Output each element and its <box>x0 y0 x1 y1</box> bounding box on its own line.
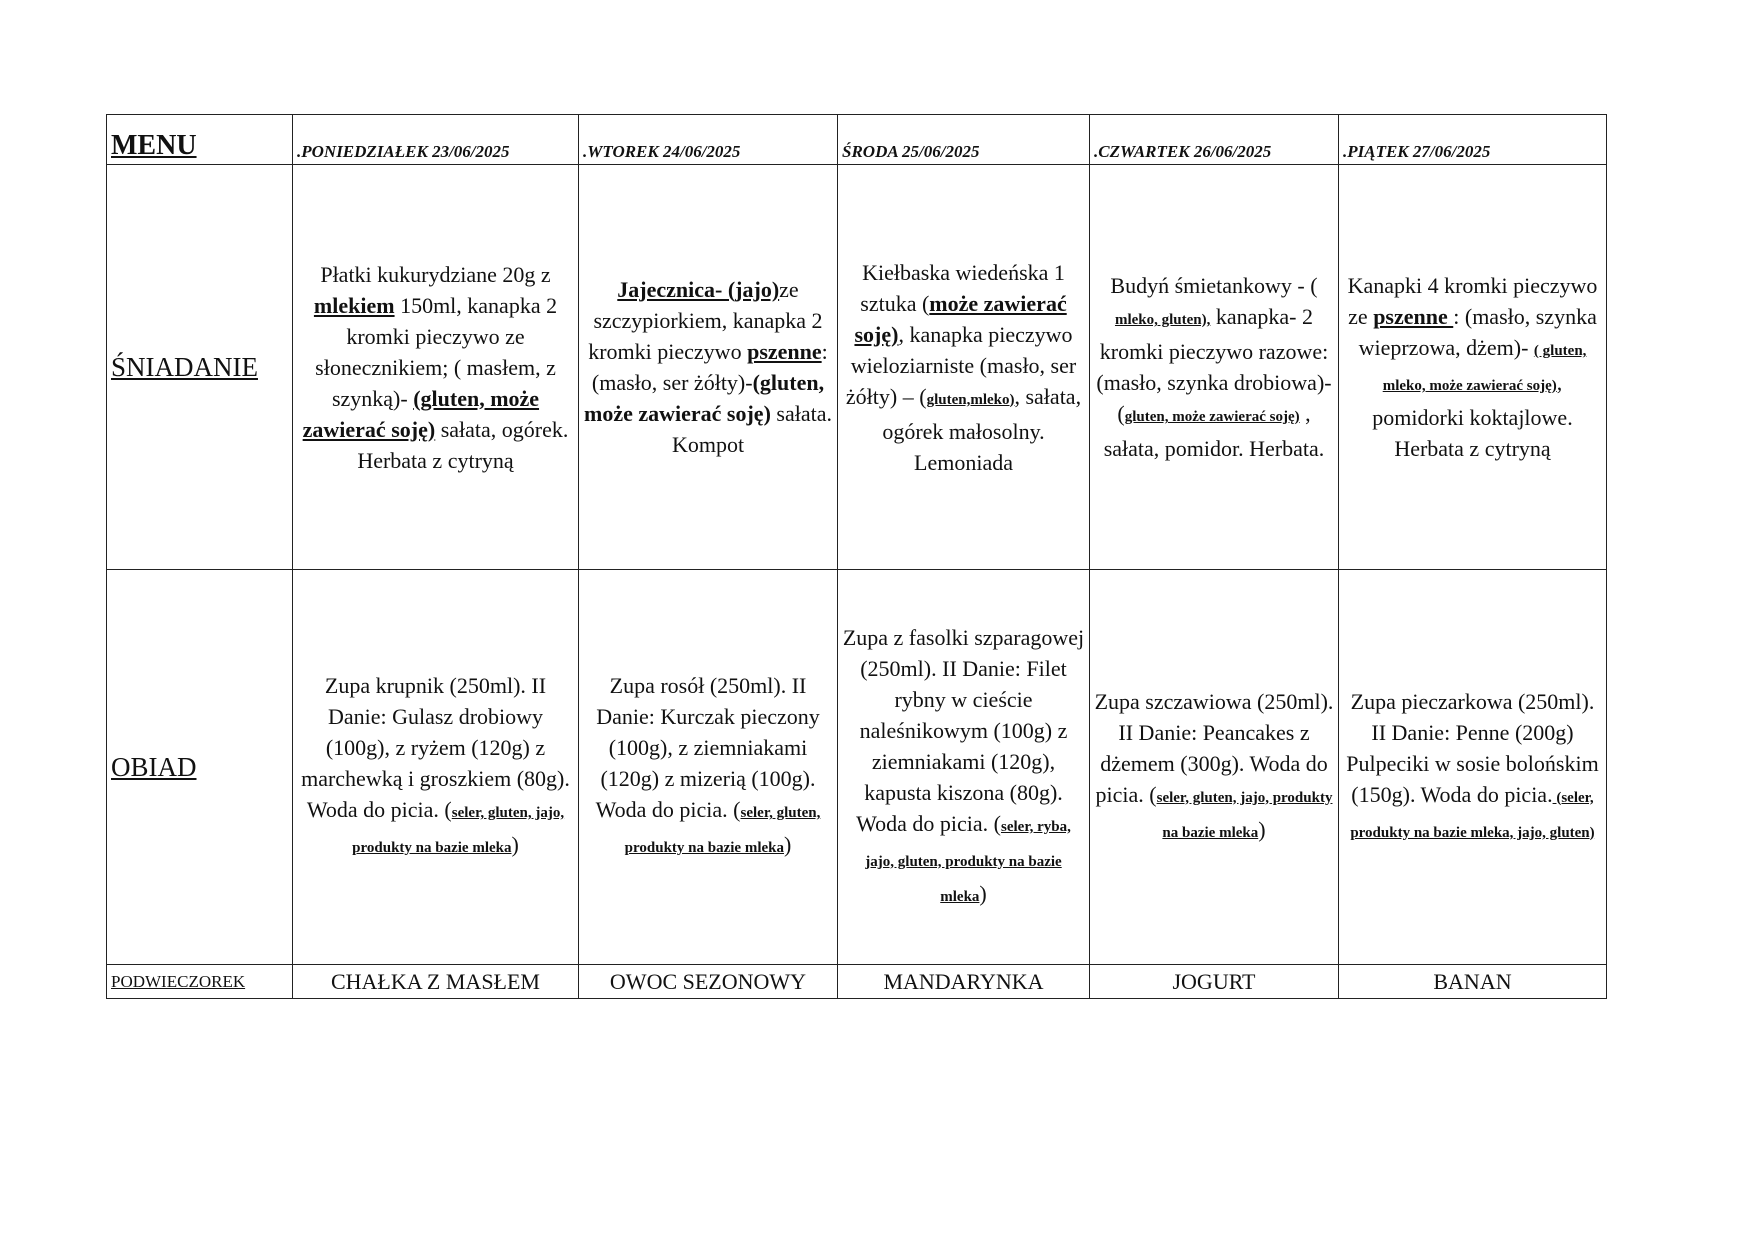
breakfast-wednesday: Kiełbaska wiedeńska 1 sztuka (może zawierać soję), kanapka pieczywo wieloziarniste (masło, ser żółty) – (gluten,mleko), sałata, ogórek małosolny. Lemoniada <box>838 165 1090 570</box>
lunch-wednesday: Zupa z fasolki szparagowej (250ml). II Danie: Filet rybny w cieście naleśnikowym (100g) z ziemniakami (120g), kapusta kiszona (80g). Woda do picia. (seler, ryba, jajo, gluten, produkty na bazie mleka) <box>838 570 1090 965</box>
breakfast-thursday: Budyń śmietankowy - ( mleko, gluten), kanapka- 2 kromki pieczywo razowe: (masło, szynka drobiowa)- (gluten, może zawierać soję) , sałata, pomidor. Herbata. <box>1090 165 1339 570</box>
lunch-thursday: Zupa szczawiowa (250ml). II Danie: Peancakes z dżemem (300g). Woda do picia. (seler, gluten, jajo, produkty na bazie mleka) <box>1090 570 1339 965</box>
snack-friday: BANAN <box>1339 965 1607 999</box>
breakfast-tuesday: Jajecznica- (jajo)ze szczypiorkiem, kanapka 2 kromki pieczywo pszenne: (masło, ser żółty)-(gluten, może zawierać soję) sałata. Kompot <box>579 165 838 570</box>
menu-table <box>106 114 1607 999</box>
snack-tuesday: OWOC SEZONOWY <box>579 965 838 999</box>
snack-wednesday: MANDARYNKA <box>838 965 1090 999</box>
lunch-friday: Zupa pieczarkowa (250ml). II Danie: Penne (200g) Pulpeciki w sosie bolońskim (150g). Woda do picia. (seler, produkty na bazie mleka, jajo, gluten) <box>1339 570 1607 965</box>
breakfast-friday: Kanapki 4 kromki pieczywo ze pszenne : (masło, szynka wieprzowa, dżem)- ( gluten, mleko, może zawierać soję), pomidorki koktajlowe. Herbata z cytryną <box>1339 165 1607 570</box>
snack-label: PODWIECZOREK <box>107 965 293 999</box>
lunch-label: OBIAD <box>107 570 293 965</box>
breakfast-label: ŚNIADANIE <box>107 165 293 570</box>
day-header-monday: .PONIEDZIAŁEK 23/06/2025 <box>293 115 579 165</box>
snack-row <box>107 965 1607 999</box>
breakfast-monday: Płatki kukurydziane 20g z mlekiem 150ml, kanapka 2 kromki pieczywo ze słonecznikiem; ( masłem, z szynką)- (gluten, może zawierać soję) sałata, ogórek. Herbata z cytryną <box>293 165 579 570</box>
day-header-tuesday: .WTOREK 24/06/2025 <box>579 115 838 165</box>
day-header-wednesday: ŚRODA 25/06/2025 <box>838 115 1090 165</box>
menu-title: MENU <box>107 115 293 165</box>
breakfast-row <box>107 165 1607 570</box>
lunch-tuesday: Zupa rosół (250ml). II Danie: Kurczak pieczony (100g), z ziemniakami (120g) z mizerią (100g). Woda do picia. (seler, gluten, produkty na bazie mleka) <box>579 570 838 965</box>
day-header-friday: .PIĄTEK 27/06/2025 <box>1339 115 1607 165</box>
lunch-monday: Zupa krupnik (250ml). II Danie: Gulasz drobiowy (100g), z ryżem (120g) z marchewką i groszkiem (80g). Woda do picia. (seler, gluten, jajo, produkty na bazie mleka) <box>293 570 579 965</box>
header-row <box>107 115 1607 165</box>
snack-thursday: JOGURT <box>1090 965 1339 999</box>
day-header-thursday: .CZWARTEK 26/06/2025 <box>1090 115 1339 165</box>
lunch-row <box>107 570 1607 965</box>
snack-monday: CHAŁKA Z MASŁEM <box>293 965 579 999</box>
